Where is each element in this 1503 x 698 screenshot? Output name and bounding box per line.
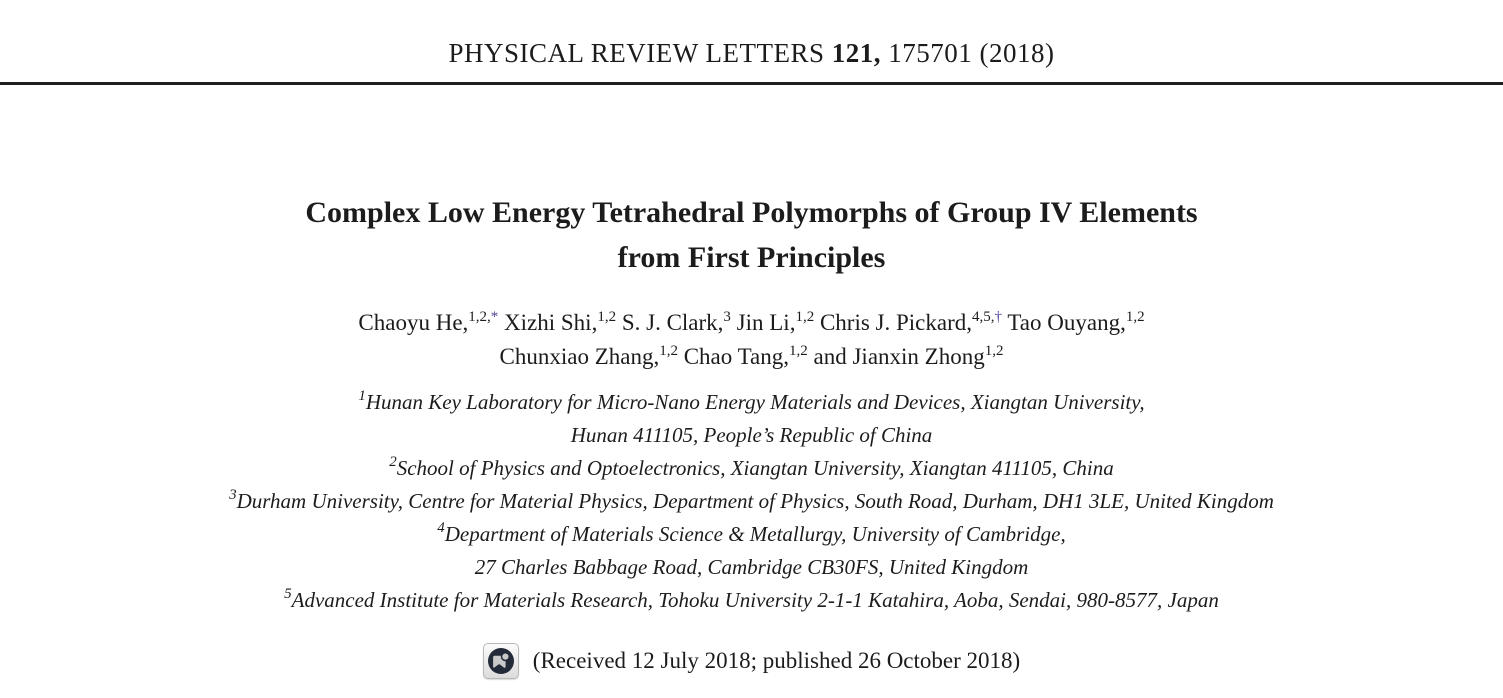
author-name: Chao Tang, — [677, 344, 790, 369]
affiliation-text: Durham University, Centre for Material Physics, Department of Physics, South Road, Durham, DH1 3LE, United Kingdom — [236, 489, 1274, 513]
affiliation-line — [0, 551, 1503, 584]
author-affiliation-superscript: 1,2 — [789, 343, 808, 359]
journal-header — [0, 0, 1503, 70]
author-name: S. J. Clark, — [616, 310, 724, 335]
affiliation-text: Advanced Institute for Materials Research, Tohoku University 2-1-1 Katahira, Aoba, Sendai, 980-8577, Japan — [291, 588, 1219, 612]
journal-issue-info: 175701 (2018) — [888, 38, 1055, 68]
authors-block — [0, 306, 1503, 374]
paper-title-line2: from First Principles — [617, 241, 886, 274]
author-footnote-link[interactable]: † — [994, 309, 1003, 325]
paper-title-line1: Complex Low Energy Tetrahedral Polymorphs of Group IV Elements — [305, 196, 1198, 229]
affiliation-line — [0, 584, 1503, 617]
affiliation-text: 27 Charles Babbage Road, Cambridge CB30FS, United Kingdom — [474, 555, 1029, 579]
paper-title — [0, 190, 1503, 280]
author-line — [0, 306, 1503, 340]
author-affiliation-superscript: 1,2 — [984, 343, 1004, 359]
author-footnote-link[interactable]: * — [490, 309, 499, 325]
author-affiliation-superscript: 4,5, — [972, 309, 995, 325]
affiliation-text: Department of Materials Science & Metallurgy, University of Cambridge, — [444, 522, 1066, 546]
affiliation-line — [0, 452, 1503, 485]
author-affiliation-superscript: 1,2 — [659, 343, 678, 359]
author-affiliation-superscript: 1,2 — [1125, 309, 1145, 325]
received-text: (Received 12 July 2018; published 26 October 2018) — [532, 648, 1021, 673]
affiliation-text: Hunan 411105, People’s Republic of China — [570, 423, 933, 447]
author-affiliation-superscript: 3 — [723, 309, 731, 325]
author-affiliation-superscript: 1,2, — [468, 309, 491, 325]
journal-name: PHYSICAL REVIEW LETTERS — [448, 38, 825, 68]
affiliation-superscript: 5 — [284, 586, 292, 602]
affiliation-text: Hunan Key Laboratory for Micro-Nano Energy Materials and Devices, Xiangtan University, — [365, 390, 1145, 414]
header-divider — [0, 82, 1503, 85]
author-name: Jin Li, — [730, 310, 796, 335]
affiliation-text: School of Physics and Optoelectronics, Xiangtan University, Xiangtan 411105, China — [396, 456, 1114, 480]
author-name: Chunxiao Zhang, — [499, 344, 660, 369]
author-name: Xizhi Shi, — [498, 310, 598, 335]
author-affiliation-superscript: 1,2 — [597, 309, 617, 325]
affiliation-superscript: 2 — [389, 454, 397, 470]
affiliation-line — [0, 419, 1503, 452]
author-name: Chaoyu He, — [358, 310, 469, 335]
received-row — [0, 643, 1503, 685]
affiliations-block — [0, 386, 1503, 617]
affiliation-line — [0, 485, 1503, 518]
affiliation-line — [0, 518, 1503, 551]
author-name: and Jianxin Zhong — [807, 344, 985, 369]
affiliation-line — [0, 386, 1503, 419]
author-name: Chris J. Pickard, — [814, 310, 973, 335]
affiliation-superscript: 4 — [437, 520, 445, 536]
journal-volume: 121, — [831, 38, 881, 68]
author-affiliation-superscript: 1,2 — [795, 309, 815, 325]
affiliation-superscript: 1 — [358, 388, 366, 404]
author-line — [0, 340, 1503, 374]
crossmark-icon[interactable] — [483, 643, 519, 679]
author-name: Tao Ouyang, — [1002, 310, 1126, 335]
affiliation-superscript: 3 — [229, 487, 237, 503]
